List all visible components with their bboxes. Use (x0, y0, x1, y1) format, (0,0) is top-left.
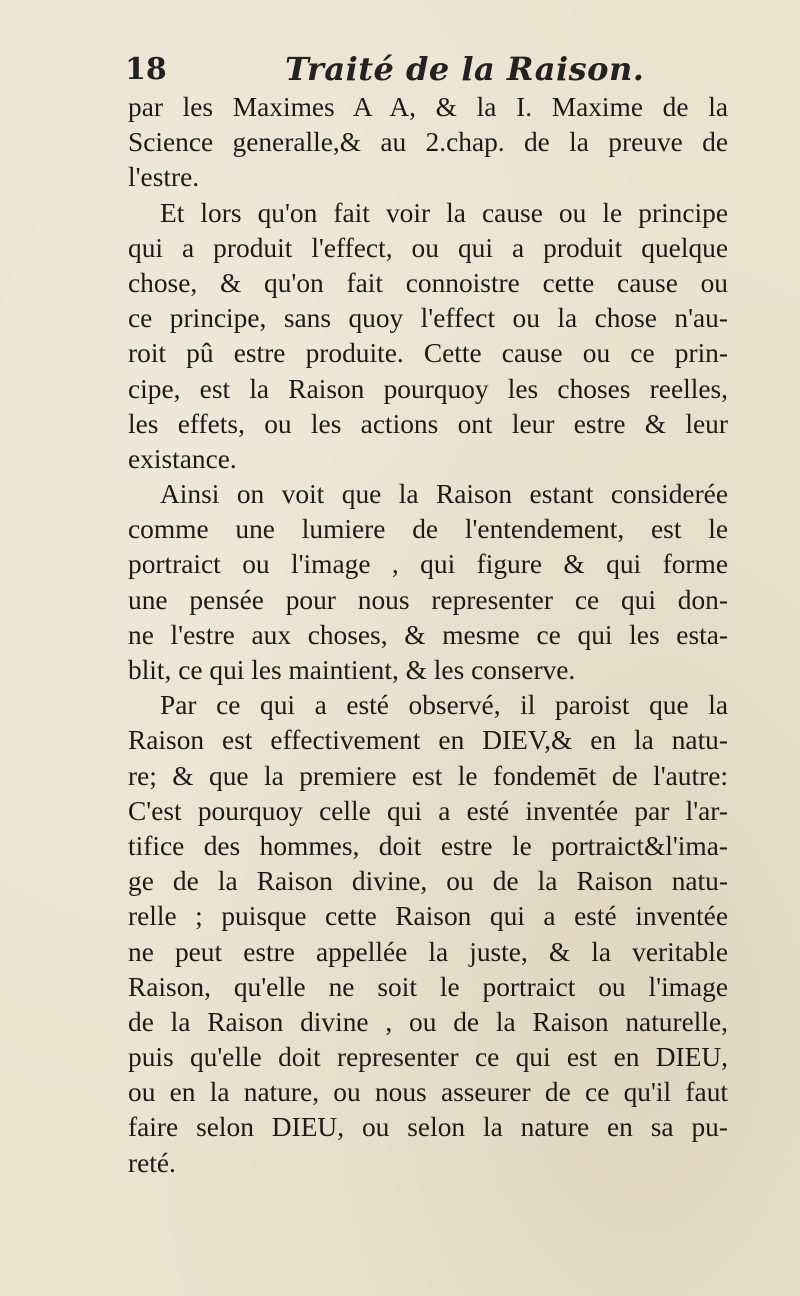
text-line: ce principe, sans quoy l'effect ou la chose n'au- (128, 303, 728, 334)
text-line: cipe, est la Raison pourquoy les choses reelles, (128, 373, 728, 404)
text-line: ou en la nature, ou nous asseurer de ce qu'il faut (128, 1077, 728, 1108)
text-line: relle ; puisque cette Raison qui a esté inventée (128, 901, 728, 932)
text-line: Science generalle,& au 2.chap. de la preuve de (128, 127, 728, 158)
text-line: re; & que la premiere est le fondemēt de l'autre: (128, 760, 728, 791)
text-line: Ainsi on voit que la Raison estant considerée (160, 479, 728, 510)
text-line: chose, & qu'on fait connoistre cette cause ou (128, 267, 728, 298)
text-line: comme une lumiere de l'entendement, est le (128, 514, 728, 545)
text-line: blit, ce qui les maintient, & les conserve. (128, 655, 576, 685)
page-number: 18 (125, 52, 167, 87)
text-line: Et lors qu'on fait voir la cause ou le principe (160, 197, 728, 228)
text-line: roit pû estre produite. Cette cause ou ce prin- (128, 338, 728, 369)
text-line: Raison, qu'elle ne soit le portraict ou l'image (128, 971, 728, 1002)
body-text (128, 90, 728, 1181)
text-line: faire selon DIEU, ou selon la nature en sa pu- (128, 1112, 728, 1143)
text-line: Par ce qui a esté observé, il paroist que la (160, 690, 728, 721)
text-line: ne l'estre aux choses, & mesme ce qui les esta- (128, 619, 728, 650)
text-line: puis qu'elle doit representer ce qui est en DIEU, (128, 1042, 728, 1073)
text-line: ge de la Raison divine, ou de la Raison natu- (128, 866, 728, 897)
text-line: une pensée pour nous representer ce qui don- (128, 584, 728, 615)
text-line: C'est pourquoy celle qui a esté inventée par l'ar- (128, 795, 728, 826)
text-line: par les Maximes A A, & la I. Maxime de la (128, 92, 728, 122)
text-line: reté. (128, 1147, 176, 1178)
text-line: Raison est effectivement en DIEV,& en la natu- (128, 725, 728, 756)
running-title: Traité de la Raison. (285, 50, 645, 88)
text-line: portraict ou l'image , qui figure & qui forme (128, 549, 728, 580)
text-line: de la Raison divine , ou de la Raison naturelle, (128, 1006, 728, 1037)
text-line: existance. (128, 443, 237, 474)
text-line: tifice des hommes, doit estre le portraict&l'ima- (128, 830, 728, 861)
text-line: les effets, ou les actions ont leur estre & leur (128, 408, 728, 439)
text-line: l'estre. (128, 162, 200, 193)
text-line: ne peut estre appellée la juste, & la veritable (128, 936, 728, 967)
text-line: qui a produit l'effect, ou qui a produit quelque (128, 232, 728, 263)
